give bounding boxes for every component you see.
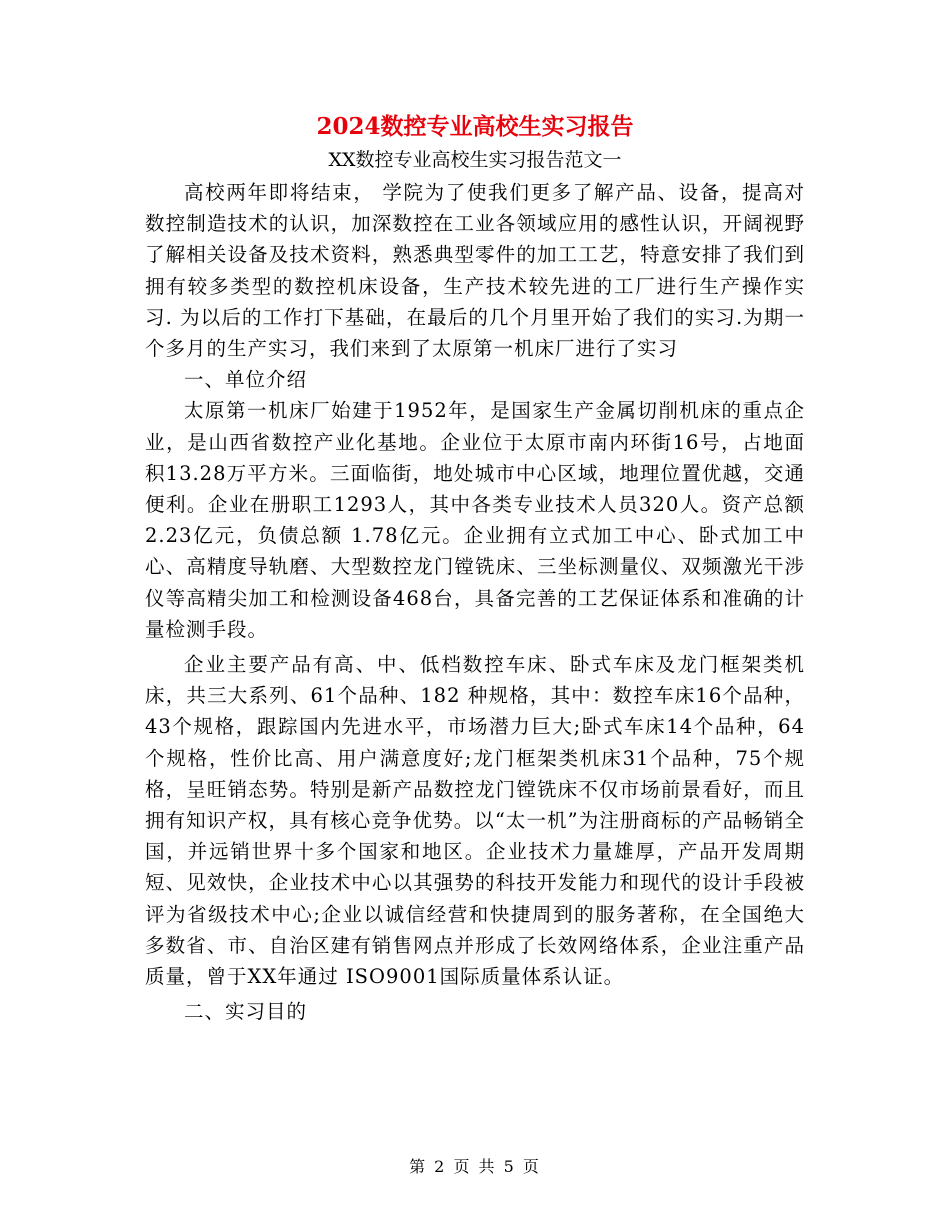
paragraph-company-profile: 太原第一机床厂始建于1952年，是国家生产金属切削机床的重点企业，是山西省数控产业化基地。企业位于太原市南内环街16号，占地面积13.28万平方米。三面临街，地处城市中心区域，地理位置优越，交通便利。企业在册职工1293人，其中各类专业技术人员320人。资产总额2.23亿元，负债总额 1.78亿元。企业拥有立式加工中心、卧式加工中心、高精度导轨磨、大型数控龙门镗铣床、三坐标测量仪、双频激光干涉仪等高精尖加工和检测设备468台，具备完善的工艺保证体系和准确的计量检测手段。 — [145, 399, 805, 641]
document-title: 2024数控专业高校生实习报告 — [316, 113, 634, 140]
document-body — [145, 177, 805, 1027]
document-subtitle: XX数控专业高校生实习报告范文一 — [328, 149, 622, 171]
paragraph-products: 企业主要产品有高、中、低档数控车床、卧式车床及龙门框架类机床，共三大系列、61个品种、182 种规格，其中：数控车床16个品种，43个规格，跟踪国内先进水平，市场潜力巨大;卧式车床14个品种，64个规格，性价比高、用户满意度好;龙门框架类机床31个品种，75个规格，呈旺销态势。特别是新产品数控龙门镗铣床不仅市场前景看好，而且拥有知识产权，具有核心竞争优势。以“太一机”为注册商标的产品畅销全国，并远销世界十多个国家和地区。企业技术力量雄厚，产品开发周期短、见效快，企业技术中心以其强势的科技开发能力和现代的设计手段被评为省级技术中心;企业以诚信经营和快捷周到的服务著称，在全国绝大多数省、市、自治区建有销售网点并形成了长效网络体系，企业注重产品质量，曾于XX年通过 ISO9001国际质量体系认证。 — [145, 653, 805, 989]
paragraph-intro: 高校两年即将结束， 学院为了使我们更多了解产品、设备，提高对数控制造技术的认识，加深数控在工业各领域应用的感性认识，开阔视野了解相关设备及技术资料，熟悉典型零件的加工工艺，特意安排了我们到拥有较多类型的数控机床设备，生产技术较先进的工厂进行生产操作实习. 为以后的工作打下基础，在最后的几个月里开始了我们的实习.为期一个多月的生产实习，我们来到了太原第一机床厂进行了实习 — [145, 181, 805, 361]
section-heading-purpose: 二、实习目的 — [184, 1000, 308, 1024]
section-heading-unit-intro: 一、单位介绍 — [184, 368, 308, 392]
page-footer: 第 2 页 共 5 页 — [409, 1157, 541, 1176]
